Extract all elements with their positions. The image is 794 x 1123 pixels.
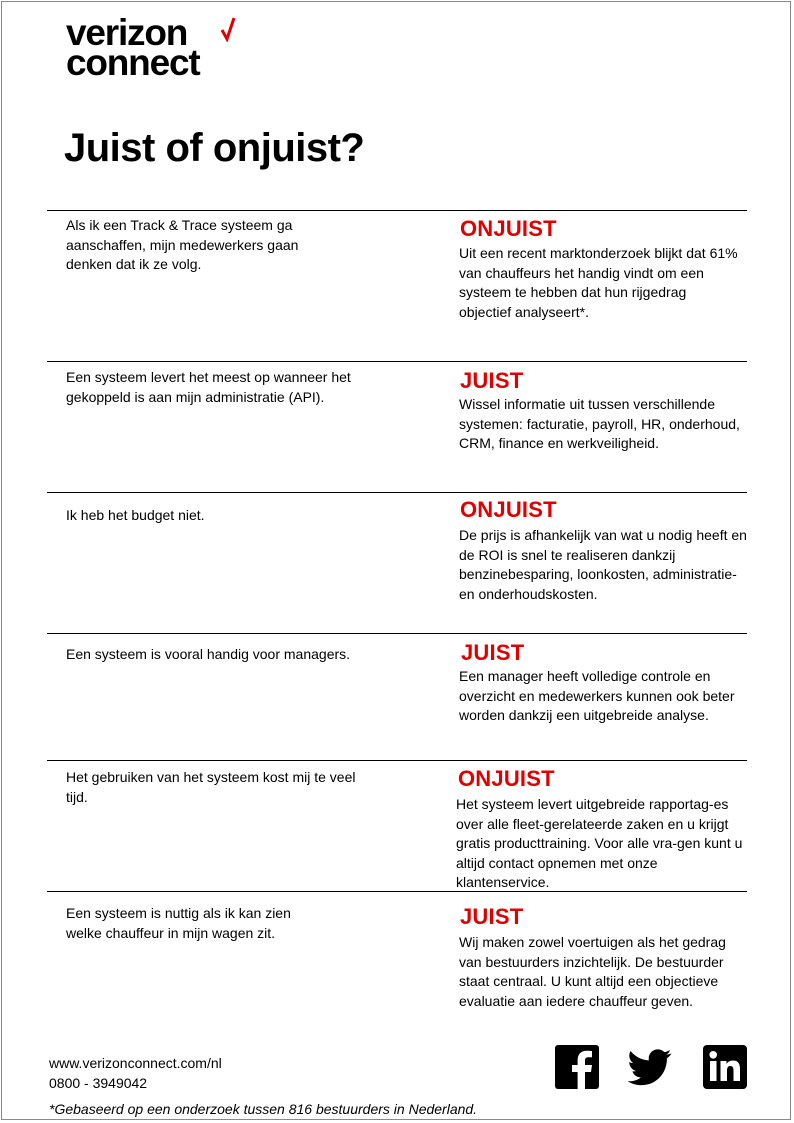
statement-text: Een systeem is nuttig als ik kan zien welke chauffeur in mijn wagen zit. xyxy=(66,905,291,941)
answer-text: Het systeem levert uitgebreide rapportag-es over alle fleet-gerelateerde zaken en u krijgt gratis producttraining. Voor alle vra-gen kunt u altijd contact opnemen met onze klantenservice. xyxy=(456,796,743,890)
facebook-icon[interactable] xyxy=(555,1045,599,1089)
answer-text: De prijs is afhankelijk van wat u nodig heeft en de ROI is snel te realiseren dankzij benzinebesparing, loonkosten, administratie- en onderhoudskosten. xyxy=(459,527,747,602)
answer-text: Uit een recent marktonderzoek blijkt dat 61% van chauffeurs het handig vindt om een systeem te hebben dat hun rijgedrag objectief analyseert*. xyxy=(459,245,738,320)
verdict-label: ONJUIST xyxy=(458,766,555,791)
verdict-label: JUIST xyxy=(460,904,524,929)
statement-text: Een systeem levert het meest op wanneer het gekoppeld is aan mijn administratie (API). xyxy=(66,369,351,405)
page-title: Juist of onjuist? xyxy=(64,126,365,170)
verdict-label: JUIST xyxy=(460,368,524,393)
phone-number: 0800 - 3949042 xyxy=(49,1075,148,1091)
verdict-label: JUIST xyxy=(461,640,525,665)
row-divider xyxy=(47,492,747,493)
statement-text: Een systeem is vooral handig voor managers. xyxy=(66,646,351,662)
logo-line-connect: connect xyxy=(66,42,200,83)
statement-text: Als ik een Track & Trace systeem ga aanschaffen, mijn medewerkers gaan denken dat ik ze volg. xyxy=(66,217,299,272)
statement-text: Het gebruiken van het systeem kost mij te veel tijd. xyxy=(66,769,356,805)
row-divider xyxy=(47,361,747,362)
row-divider xyxy=(47,633,747,634)
checkmark-icon xyxy=(220,16,236,42)
logo-line-verizon: verizon xyxy=(66,12,188,53)
statement-text: Ik heb het budget niet. xyxy=(66,507,205,523)
verdict-label: ONJUIST xyxy=(460,216,557,241)
linkedin-icon[interactable] xyxy=(703,1045,747,1089)
verdict-label: ONJUIST xyxy=(460,497,557,522)
row-divider xyxy=(47,760,747,761)
twitter-icon[interactable] xyxy=(628,1045,672,1089)
website-url: www.verizonconnect.com/nl xyxy=(49,1055,222,1071)
footnote: *Gebaseerd op een onderzoek tussen 816 bestuurders in Nederland. xyxy=(49,1101,478,1117)
answer-text: Een manager heeft volledige controle en overzicht en medewerkers kunnen ook beter worden dankzij een uitgebreide analyse. xyxy=(459,668,735,723)
row-divider xyxy=(47,210,747,211)
answer-text: Wij maken zowel voertuigen als het gedrag van bestuurders inzichtelijk. De bestuurder staat centraal. U kunt altijd een objectieve evaluatie aan iedere chauffeur geven. xyxy=(459,934,726,1009)
verizon-connect-logo xyxy=(66,12,200,83)
answer-text: Wissel informatie uit tussen verschillende systemen: facturatie, payroll, HR, onderhoud, CRM, finance en werkveiligheid. xyxy=(459,396,740,451)
row-divider xyxy=(47,891,747,892)
